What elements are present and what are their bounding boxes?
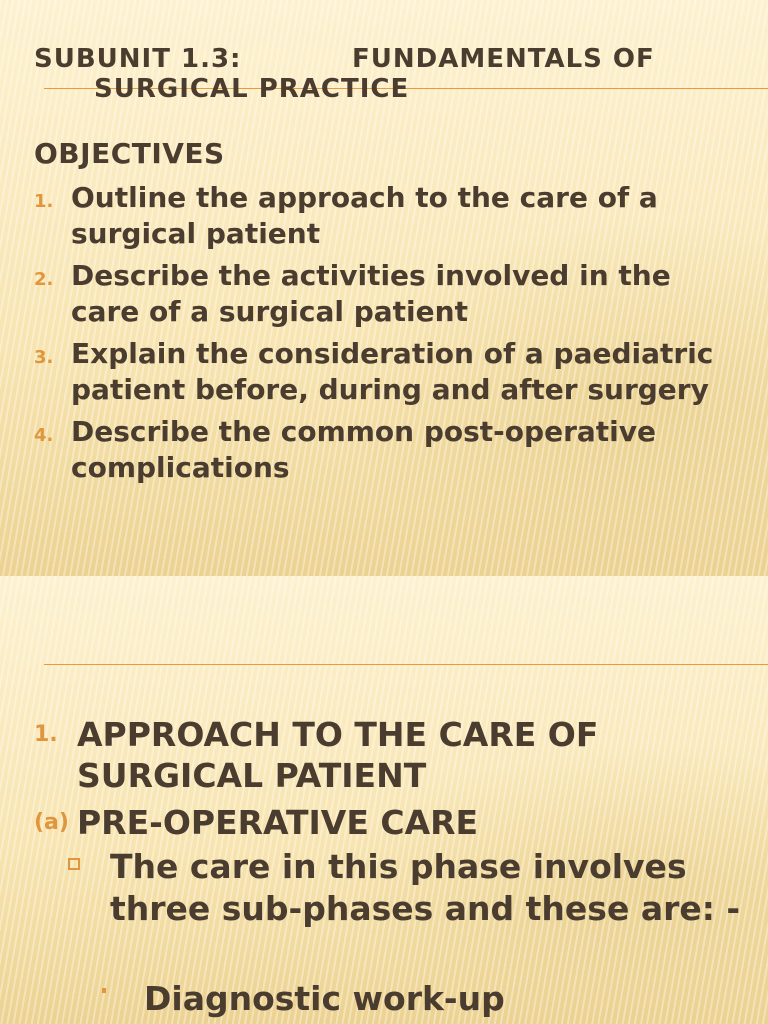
section-heading	[34, 714, 734, 796]
section-heading-text: APPROACH TO THE CARE OF SURGICAL PATIENT	[77, 715, 599, 795]
bullet-item	[66, 846, 746, 930]
objectives-heading: OBJECTIVES	[34, 137, 225, 170]
objective-number: 3.	[34, 347, 54, 368]
subsection-heading-text: PRE-OPERATIVE CARE	[77, 803, 479, 842]
objective-number: 4.	[34, 425, 54, 446]
objective-number: 1.	[34, 191, 54, 212]
objective-item	[34, 258, 734, 330]
slide-2	[0, 576, 768, 1024]
subsection-heading	[34, 802, 478, 843]
subsection-label: (a)	[34, 810, 69, 835]
objective-text: Describe the activities involved in the care of a surgical patient	[71, 259, 671, 328]
slide-title-line2: SURGICAL PRACTICE	[94, 74, 410, 104]
sub-bullet-item	[100, 978, 740, 1020]
bullet-text: The care in this phase involves three sub-phases and these are: -	[110, 847, 741, 928]
slide-title	[34, 44, 655, 104]
slide-title-line1: SUBUNIT 1.3: FUNDAMENTALS OF	[34, 44, 655, 74]
title-underline	[44, 664, 768, 665]
hollow-square-bullet-icon	[68, 858, 80, 870]
small-square-bullet-icon	[102, 988, 106, 993]
objective-text: Outline the approach to the care of a surgical patient	[71, 181, 658, 250]
objective-item	[34, 414, 734, 486]
objective-item	[34, 180, 734, 252]
objective-text: Describe the common post-operative complications	[71, 415, 656, 484]
section-number: 1.	[34, 722, 58, 747]
objective-number: 2.	[34, 269, 54, 290]
objective-text: Explain the consideration of a paediatric patient before, during and after surgery	[71, 337, 714, 406]
objectives-list	[34, 180, 734, 492]
sub-bullet-text: Diagnostic work-up	[144, 979, 505, 1018]
objective-item	[34, 336, 734, 408]
